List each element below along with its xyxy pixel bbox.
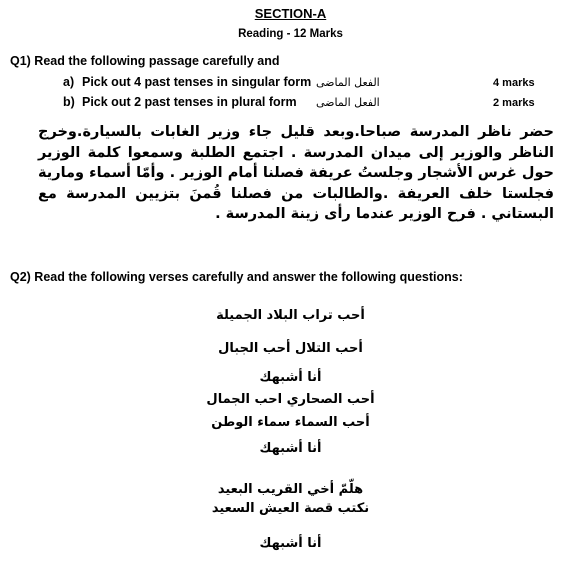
- verse-2: أحب التلال أحب الجبال: [218, 341, 363, 356]
- reading-passage: حضر ناظر المدرسة صباحا.وبعد قليل جاء وزير الغابات بالسيارة.وخرج الناظر والوزير إلى ميدان المدرسة . اجتمع الطلبة وسمعوا كلمة الوزير حول غرس الأشجار وجلستُ عريفة فصلنا أمام الوزير . وأمّا أسماء ومارية فجلستا خلف العريفة .والطالبات من فصلنا قُمنَ بتزيين المدرسة مع البستاني . فرح الوزير عندما رأى زينة المدرسة .: [38, 124, 554, 222]
- refrain-2: أنا أشبهك: [259, 441, 322, 456]
- q1-b-marks: 2 marks: [493, 97, 535, 109]
- q1-a-text: Pick out 4 past tenses in singular form: [82, 75, 312, 89]
- q1-b-text: Pick out 2 past tenses in plural form: [82, 95, 297, 109]
- verse-4: أحب السماء سماء الوطن: [211, 415, 370, 430]
- q1-a-arabic: الفعل الماضى: [316, 76, 380, 89]
- verse-1: أحب تراب البلاد الجميلة: [216, 308, 365, 323]
- verse-6: نكتب قصة العيش السعيد: [211, 501, 370, 516]
- verse-5: هلّمّ أخي القريب البعيد: [217, 482, 364, 497]
- refrain-1: أنا أشبهك: [259, 370, 322, 385]
- section-subtitle: Reading - 12 Marks: [238, 28, 343, 40]
- q1-b-arabic: الفعل الماضى: [316, 96, 380, 109]
- section-title: SECTION-A: [254, 6, 327, 21]
- q1-a-label: a): [63, 75, 75, 89]
- q1-prompt: Q1) Read the following passage carefully and: [10, 54, 280, 68]
- verse-3: أحب الصحاري احب الجمال: [206, 392, 375, 407]
- q1-a-marks: 4 marks: [493, 77, 535, 89]
- refrain-3: أنا أشبهك: [259, 536, 322, 551]
- q2-prompt: Q2) Read the following verses carefully and answer the following questions:: [10, 270, 463, 284]
- q1-b-label: b): [63, 95, 75, 109]
